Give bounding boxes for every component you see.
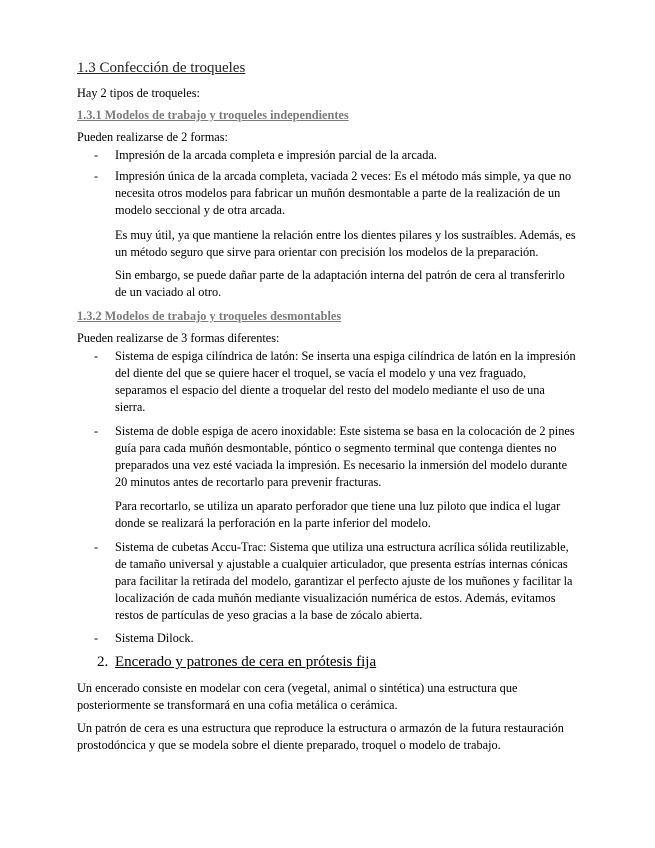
list-item-text: Sistema de espiga cilíndrica de latón: Se inserta una espiga cilíndrica de latón en la impresión del diente del que se quiere hacer el troquel, se vacía el modelo y una vez fraguado, separamos el espacio del diente a troquelar del resto del modelo mediante el uso de una sierra. bbox=[115, 349, 576, 414]
list-item-text: Impresión única de la arcada completa, vaciada 2 veces: Es el método más simple, ya que no necesita otros modelos para fabricar un muñón desmontable a parte de la realización de un modelo seccional y de otra arcada. bbox=[115, 169, 572, 217]
list-item bbox=[77, 147, 577, 164]
list-dash: - bbox=[94, 169, 99, 183]
list-item-text: Sistema de cubetas Accu-Trac: Sistema que utiliza una estructura acrílica sólida reutilizable, de tamaño universal y ajustable a cualquier articulador, que presenta estrías internas cónicas para facilitar la retirada del modelo, garantizar el perfecto ajuste de los muñones y facilitar la localización de cada muñón mediante visualización numérica de estos. Además, evitamos restos de partículas de yeso gracias a la base de zócalo abierta. bbox=[115, 540, 573, 622]
list-item bbox=[77, 539, 577, 624]
subsection-1-3-1-heading: 1.3.1 Modelos de trabajo y troqueles independientes bbox=[77, 108, 349, 122]
list-item bbox=[77, 168, 577, 219]
list-dash: - bbox=[94, 424, 99, 438]
subsection-1-3-1-paragraph-2: Sin embargo, se puede dañar parte de la adaptación interna del patrón de cera al transferirlo de un vaciado al otro. bbox=[115, 268, 565, 299]
section-2-paragraph-2: Un patrón de cera es una estructura que reproduce la estructura o armazón de la futura restauración prostodóncica y que se modela sobre el diente preparado, troquel o modelo de trabajo. bbox=[77, 721, 564, 752]
section-2-heading bbox=[77, 652, 577, 672]
list-dash: - bbox=[94, 349, 99, 363]
list-dash: - bbox=[94, 148, 99, 162]
list-item bbox=[77, 423, 577, 491]
document-page bbox=[77, 58, 577, 759]
list-item-text: Impresión de la arcada completa e impresión parcial de la arcada. bbox=[115, 148, 437, 162]
list-item-text: Sistema Dilock. bbox=[115, 631, 194, 645]
section-1-3-intro: Hay 2 tipos de troqueles: bbox=[77, 86, 200, 100]
list-dash: - bbox=[94, 631, 99, 645]
section-2-title: Encerado y patrones de cera en prótesis fija bbox=[115, 654, 377, 670]
subsection-1-3-2-list bbox=[77, 348, 577, 647]
subsection-1-3-1-paragraph-1: Es muy útil, ya que mantiene la relación entre los dientes pilares y los sustraíbles. Además, es un método seguro que sirve para orientar con precisión los modelos de la preparación. bbox=[115, 228, 576, 259]
subsection-1-3-2-heading: 1.3.2 Modelos de trabajo y troqueles desmontables bbox=[77, 309, 342, 323]
section-2-paragraph-1: Un encerado consiste en modelar con cera (vegetal, animal o sintética) una estructura que posteriormente se transformará en una cofia metálica o cerámica. bbox=[77, 681, 518, 712]
section-1-3-heading: 1.3 Confección de troqueles bbox=[77, 60, 246, 76]
list-dash: - bbox=[94, 540, 99, 554]
list-item-text: Sistema de doble espiga de acero inoxidable: Este sistema se basa en la colocación de 2 pines guía para cada muñón desmontable, póntico o segmento terminal que contenga dientes no preparados una vez esté vaciada la impresión. Es necesario la inmersión del modelo durante 20 minutos antes de recortarlo para prevenir fracturas. bbox=[115, 424, 575, 489]
section-2-number: 2. bbox=[97, 654, 109, 670]
subsection-1-3-1-list bbox=[77, 147, 577, 219]
list-item bbox=[77, 348, 577, 416]
subsection-1-3-1-intro: Pueden realizarse de 2 formas: bbox=[77, 130, 228, 144]
list-item-continuation: Para recortarlo, se utiliza un aparato perforador que tiene una luz piloto que indica el lugar donde se realizará la perforación en la parte inferior del modelo. bbox=[115, 499, 561, 530]
list-item bbox=[77, 630, 577, 647]
subsection-1-3-2-intro: Pueden realizarse de 3 formas diferentes: bbox=[77, 331, 280, 345]
